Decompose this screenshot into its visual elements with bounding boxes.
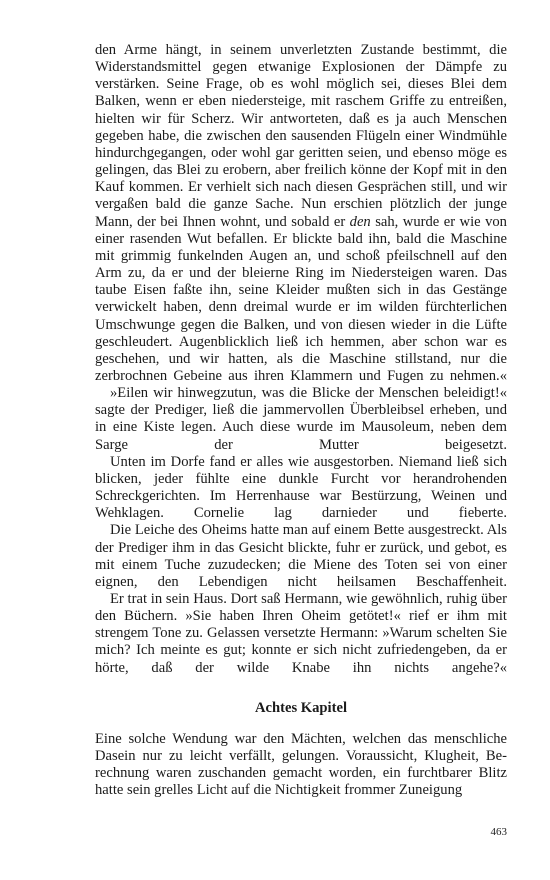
chapter-heading: Achtes Kapitel xyxy=(254,699,347,716)
paragraph-4: Die Leiche des Oheims hatte man auf einem Bette ausgestreckt. Als der Prediger ihm in das Gesicht blickte, fuhr er zurück, und gebot, es mit einem Tuche zuzudecken; die Miene des Toten sei von einer eignen, den Lebendigen nicht heilsamen Beschaffenheit. xyxy=(95,522,507,590)
paragraph-6: Eine solche Wendung war den Mächten, welchen das menschliche Dasein nur zu leicht verfällt, gelungen. Voraussicht, Klugheit, Berechnung waren zuschanden gemacht worden, ein furchtbarer Blitz hatte sein grelles Licht auf die Nichtigkeit frommer Zuneigung xyxy=(95,730,507,799)
paragraph-3: Unten im Dorfe fand er alles wie ausgestorben. Niemand ließ sich blicken, jeder fühlte eine dunkle Furcht vor herandrohenden Schreckgerichten. Im Herrenhause war Bestürzung, Weinen und Wehklagen. Cornelie lag darnieder und fieberte. xyxy=(95,453,507,522)
paragraph-1: den Arme hängt, in seinem unverletzten Zustande bestimmt, die Widerstandsmittel gegen etwanige Explosionen der Dämpfe zu verstärken. Seine Frage, ob es wohl möglich sei, dieses Blei dem Balken, wenn er eben niedersteige, mit raschem Griffe zu entreißen, hielten wir für Scherz. Wir antworteten, daß es ja auch Menschen gegeben habe, die zwischen den sausenden Flügeln einer Windmühle hindurchgegangen, oder wohl gar geritten seien, und ebenso möge es gelingen, das Blei zu erobern, aber freilich könne der Kopf mit in den Kauf kommen. Er verhielt sich nach diesen Gesprächen still, und wir vergaßen bald die ganze Sache. Nun erschien plötzlich der junge Mann, der bei Ihnen wohnt, und sobald er den sah, wurde er wie von einer rasenden Wut befallen. Er blickte bald ihn, bald die Maschine mit grimmig funkelnden Augen an, und schoß pfeilschnell auf den Arm zu, da er und der bleierne Ring im Niedersteigen waren. Das taube Eisen faßte ihn, seine Kleider mußten sich in das Gestänge verwickelt haben, denn dreimal wurde er im wilden fürchterlichen Umschwunge gegen die Balken, und von diesen wieder in die Lüfte geschleudert. Augenblicklich ließ ich hemmen, aber schon war es geschehen, und wir hatten, als die Maschine stillstand, nur die zerbrochnen Gebeine aus ihren Klammern und Fugen zu nehmen.« xyxy=(95,42,507,384)
paragraph-2: »Eilen wir hinwegzutun, was die Blicke der Menschen beleidigt!« sagte der Prediger, ließ die jammervollen Überbleibsel erheben, und in eine Kiste legen. Auch diese wurde im Mausoleum, neben dem Sarge der Mutter beigesetzt. xyxy=(95,385,507,453)
page-number: 463 xyxy=(490,826,507,838)
paragraph-5: Er trat in sein Haus. Dort saß Hermann, wie gewöhnlich, ruhig über den Büchern. »Sie haben Ihren Oheim getötet!« rief er ihm mit strengem Tone zu. Gelassen versetzte Hermann: »Warum schelten Sie mich? Ich meinte es gut; konnte er sich nicht zufriedengeben, da er hörte, daß der wilde Knabe ihn nichts angehe?« xyxy=(95,591,507,676)
body-text xyxy=(95,42,507,800)
